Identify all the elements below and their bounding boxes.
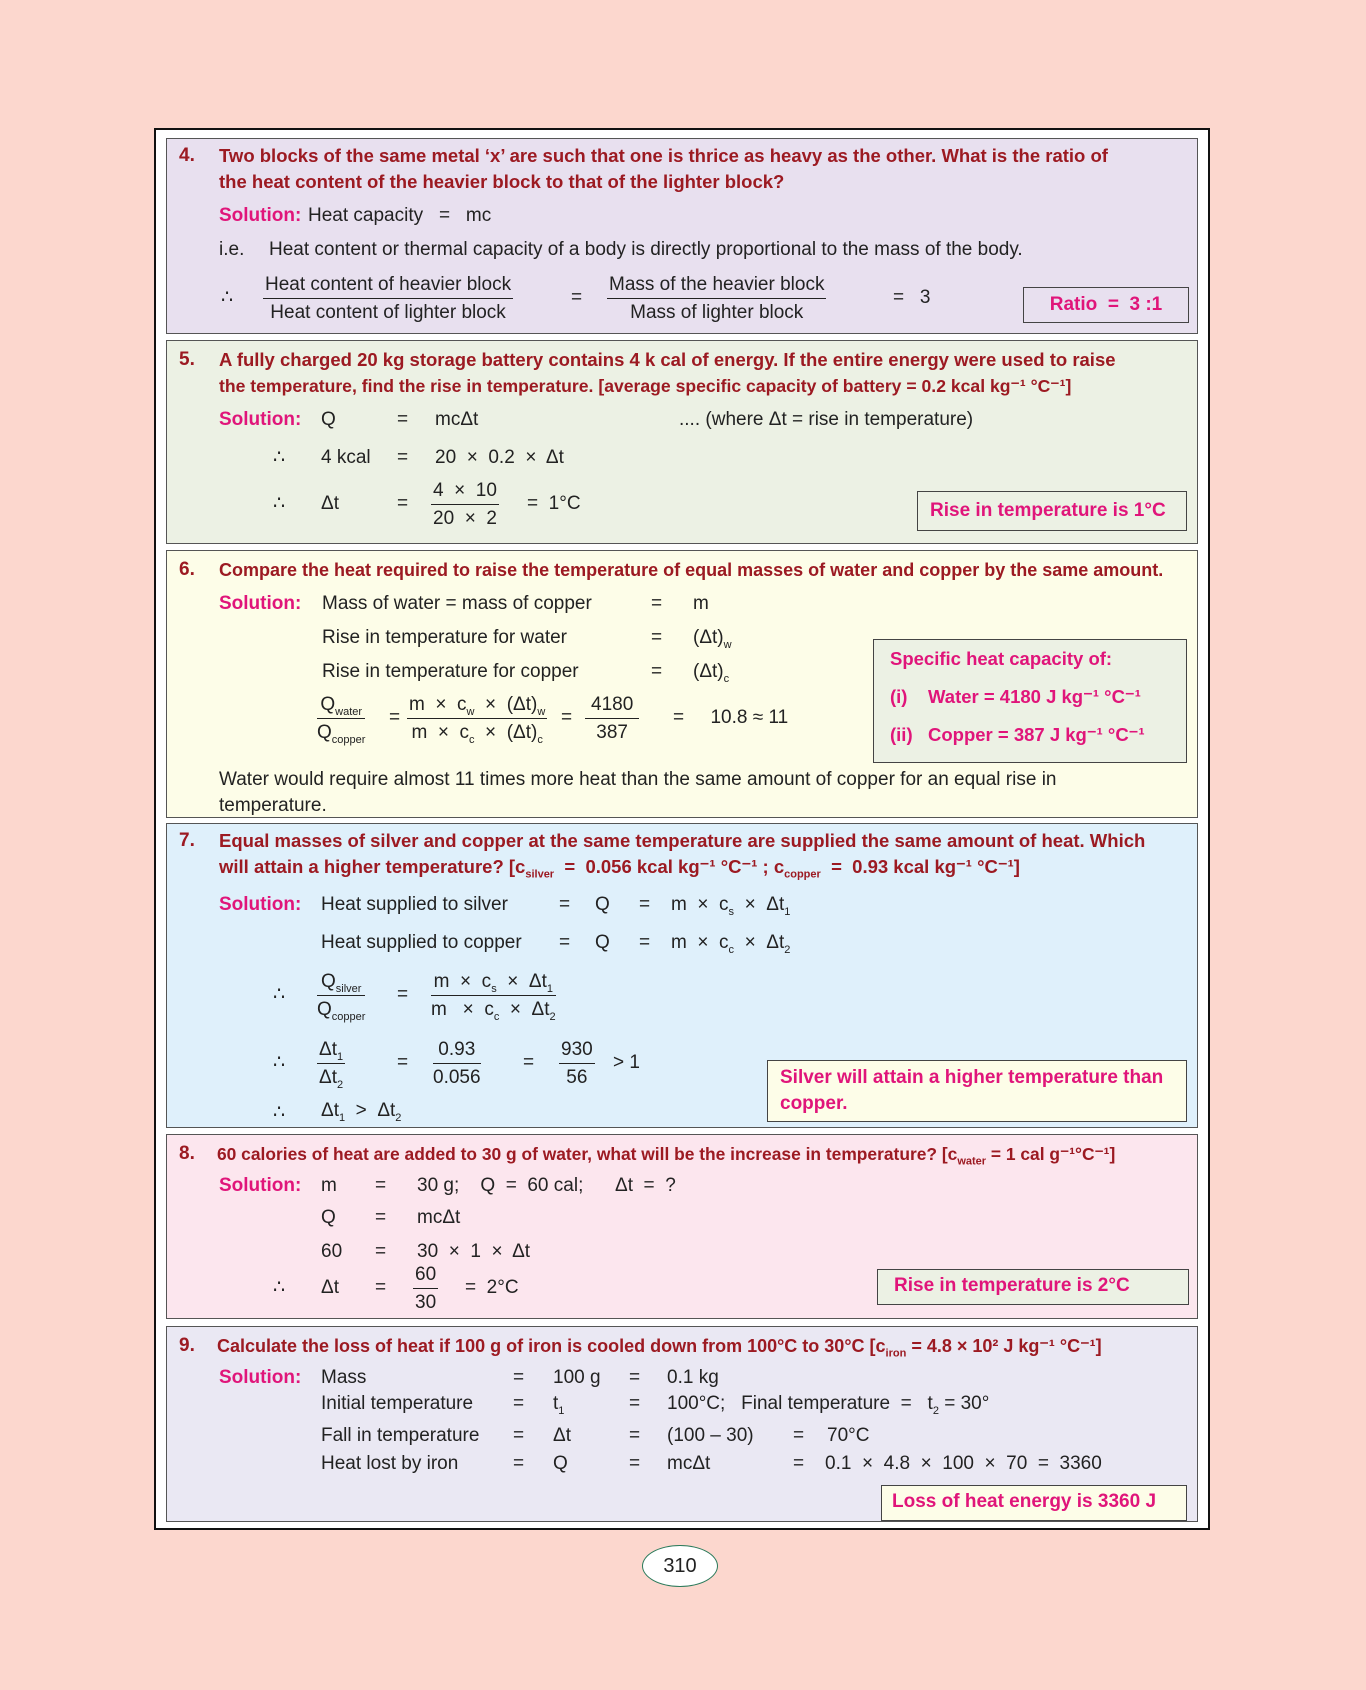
equals: =	[375, 1175, 387, 1196]
question-5-block	[166, 340, 1198, 544]
delta-t-fraction: $\frac{4 \times 10}{20 \times 2}$	[433, 480, 497, 529]
equals: =	[651, 661, 663, 682]
result: = 10.8 ≈ 11	[673, 707, 789, 728]
question-number: 6.	[179, 559, 195, 580]
solution-label: Solution:	[219, 1367, 302, 1388]
question-7-block	[166, 823, 1198, 1128]
energy-value: 4 kcal	[321, 447, 371, 468]
given-values: 30 g; Q = 60 cal; Δt = ?	[417, 1175, 676, 1196]
equals: =	[397, 984, 409, 1005]
therefore-symbol: ∴	[273, 1277, 286, 1298]
question-text: Calculate the loss of heat if 100 g of iron is cooled down from 100°C to 30°C [$c_{iron} = 4.8 \times 10^2$ J kg⁻¹ °C⁻¹]	[217, 1336, 1102, 1360]
delta-t: Δt	[553, 1425, 571, 1446]
equals: =	[389, 707, 401, 728]
box-item-copper: (ii) Copper = 387 J kg⁻¹ °C⁻¹	[890, 724, 1145, 745]
expression: 30 × 1 × Δt	[417, 1241, 531, 1262]
mass-label: Mass	[321, 1367, 367, 1388]
question-4-block	[166, 138, 1198, 334]
therefore-symbol: ∴	[273, 447, 286, 468]
question-9-block	[166, 1326, 1198, 1522]
value-fraction: $\frac{4180}{387}$	[585, 693, 639, 745]
result: = 3	[893, 287, 931, 308]
answer-box: Rise in temperature is 2°C	[877, 1269, 1189, 1305]
difference: (100 – 30)	[667, 1425, 754, 1446]
var-q: Q	[595, 932, 610, 953]
equals: =	[651, 627, 663, 648]
temperatures: 100°C; Final temperature = $t_2 = 30^\circ$	[667, 1393, 990, 1417]
equals: =	[651, 593, 663, 614]
equals: =	[793, 1453, 805, 1474]
solution-label: Solution:	[219, 205, 302, 226]
integer-fraction: $\frac{930}{56}$	[561, 1039, 593, 1088]
solution-label: Solution:	[219, 894, 302, 915]
equals: =	[513, 1367, 525, 1388]
therefore-symbol: ∴	[273, 493, 286, 514]
equals: =	[397, 447, 409, 468]
mass-statement: Mass of water = mass of copper	[322, 593, 592, 614]
therefore-symbol: ∴	[221, 287, 234, 308]
heat-value: 60	[321, 1241, 343, 1262]
specific-heat-box	[873, 639, 1187, 763]
solution-label: Solution:	[219, 1175, 302, 1196]
question-text-line1: Compare the heat required to raise the temperature of equal masses of water and copper by the same amount.	[219, 560, 1164, 580]
var-q: Q	[553, 1453, 568, 1474]
result: = 1°C	[527, 493, 581, 514]
answer-box: Silver will attain a higher temperature than copper.	[767, 1060, 1187, 1122]
mass-ratio: Mass of the heavier block Mass of lighter block	[609, 274, 825, 323]
answer-box: Ratio = 3 :1	[1023, 287, 1189, 323]
water-rise-label: Rise in temperature for water	[322, 627, 567, 648]
copper-heat-formula: $m \times c_c \times \Delta t_2$	[671, 932, 791, 956]
equals: =	[523, 1052, 535, 1073]
question-text-line2: the heat content of the heavier block to that of the lighter block?	[219, 171, 785, 192]
var-q: Q	[321, 409, 336, 430]
equals: =	[561, 707, 573, 728]
q-ratio-fraction: $Q_{silver}$ $Q_{copper}$	[317, 971, 366, 1023]
value-fraction: $\frac{0.93}{0.056}$	[433, 1039, 481, 1088]
equals: =	[513, 1425, 525, 1446]
silver-heat-formula: $m \times c_s \times \Delta t_1$	[671, 894, 791, 918]
equals: =	[559, 894, 571, 915]
box-item-water: (i) Water = 4180 J kg⁻¹ °C⁻¹	[890, 686, 1141, 707]
ie-label: i.e.	[219, 239, 245, 260]
initial-temp-label: Initial temperature	[321, 1393, 474, 1414]
expression: 20 × 0.2 × Δt	[435, 447, 564, 468]
formula: mcΔt	[435, 409, 479, 430]
copper-rise-value: $(\Delta t)_c$	[693, 661, 730, 685]
equals: =	[397, 409, 409, 430]
equals: =	[629, 1425, 641, 1446]
equals: =	[397, 493, 409, 514]
mass-kg: 0.1 kg	[667, 1367, 719, 1388]
var-q: Q	[321, 1207, 336, 1228]
fall-value: 70°C	[827, 1425, 870, 1446]
question-number: 7.	[179, 830, 195, 851]
answer-box: Loss of heat energy is 3360 J	[881, 1485, 1187, 1521]
result: = 2°C	[465, 1277, 519, 1298]
delta-t: Δt	[321, 1277, 339, 1298]
q-ratio-fraction: $Q_{water}$ $Q_{copper}$	[317, 694, 366, 746]
silver-heat-label: Heat supplied to silver	[321, 894, 508, 915]
calculation: 0.1 × 4.8 × 100 × 70 = 3360	[825, 1453, 1102, 1474]
equals: =	[629, 1367, 641, 1388]
question-text-line1: Two blocks of the same metal ‘x’ are such that one is thrice as heavy as the other. What is the ratio of	[219, 145, 1108, 166]
question-text-line1: Equal masses of silver and copper at the same temperature are supplied the same amount of heat. Which	[219, 830, 1146, 851]
question-text-line2: will attain a higher temperature? [$c_{silver} = 0.056$ kcal kg⁻¹ °C⁻¹ ; $c_{copper} = 0.93$ kcal kg⁻¹ °C⁻¹]	[219, 856, 1020, 881]
question-text-line1: A fully charged 20 kg storage battery contains 4 k cal of energy. If the entire energy were used to raise	[219, 349, 1116, 370]
heat-lost-label: Heat lost by iron	[321, 1453, 459, 1474]
var-t1: $t_1$	[553, 1393, 565, 1417]
water-rise-value: $(\Delta t)_w$	[693, 627, 732, 651]
question-6-block	[166, 550, 1198, 818]
equals: =	[571, 287, 583, 308]
equals: =	[513, 1393, 525, 1414]
conclusion-line2: temperature.	[219, 795, 327, 816]
formula: mcΔt	[417, 1207, 461, 1228]
mcdt-ratio-fraction: $\frac{m \times c_w \times (\Delta t)_w}{m \times c_c \times (\Delta t)_c}$	[409, 694, 546, 746]
question-text: 60 calories of heat are added to 30 g of water, what will be the increase in temperature? [$c_{water} = 1$ cal g⁻¹°C⁻¹]	[217, 1144, 1116, 1168]
equals: =	[559, 932, 571, 953]
therefore-symbol: ∴	[273, 1102, 286, 1123]
dt-ratio-fraction: $\frac{\Delta t_1}{\Delta t_2}$	[319, 1039, 344, 1091]
formula: mcΔt	[667, 1453, 711, 1474]
answer-box: Rise in temperature is 1°C	[917, 491, 1187, 531]
box-title: Specific heat capacity of:	[890, 648, 1113, 669]
copper-rise-label: Rise in temperature for copper	[322, 661, 579, 682]
question-number: 5.	[179, 349, 195, 370]
question-number: 8.	[179, 1143, 195, 1164]
question-number: 4.	[179, 145, 195, 166]
equals: =	[793, 1425, 805, 1446]
therefore-symbol: ∴	[273, 1052, 286, 1073]
mass-value: m	[693, 593, 709, 614]
equals: =	[397, 1052, 409, 1073]
equals: =	[375, 1207, 387, 1228]
var-q: Q	[595, 894, 610, 915]
page-number: 310	[642, 1545, 718, 1587]
var-m: m	[321, 1175, 337, 1196]
delta-t-fraction: $\frac{60}{30}$	[415, 1264, 437, 1313]
note: .... (where Δt = rise in temperature)	[679, 409, 974, 430]
solution-label: Solution:	[219, 593, 302, 614]
question-text-line2: the temperature, find the rise in temperature. [average specific capacity of battery = 0.2 kcal kg⁻¹ °C⁻¹]	[219, 376, 1072, 396]
question-8-block	[166, 1134, 1198, 1319]
equals: =	[629, 1453, 641, 1474]
copper-heat-label: Heat supplied to copper	[321, 932, 522, 953]
mcdt-ratio-fraction: $\frac{m \times c_s \times \Delta t_1}{m \times c_c \times \Delta t_2}$	[431, 971, 556, 1023]
therefore-symbol: ∴	[273, 984, 286, 1005]
heat-content-ratio: Heat content of heavier block Heat content of lighter block	[265, 274, 512, 323]
comparison: > 1	[613, 1052, 640, 1073]
fall-temp-label: Fall in temperature	[321, 1425, 480, 1446]
dt-comparison: $\Delta t_1 > \Delta t_2$	[321, 1100, 402, 1124]
equals: =	[375, 1277, 387, 1298]
equals: =	[375, 1241, 387, 1262]
question-number: 9.	[179, 1335, 195, 1356]
solution-line1: Heat capacity = mc	[308, 205, 492, 226]
equals: =	[639, 932, 651, 953]
conclusion-line1: Water would require almost 11 times more heat than the same amount of copper for an equal rise in	[219, 769, 1057, 790]
delta-t: Δt	[321, 493, 339, 514]
solution-line2: Heat content or thermal capacity of a body is directly proportional to the mass of the body.	[269, 239, 1023, 260]
equals: =	[513, 1453, 525, 1474]
solution-label: Solution:	[219, 409, 302, 430]
mass-grams: 100 g	[553, 1367, 601, 1388]
equals: =	[629, 1393, 641, 1414]
equals: =	[639, 894, 651, 915]
